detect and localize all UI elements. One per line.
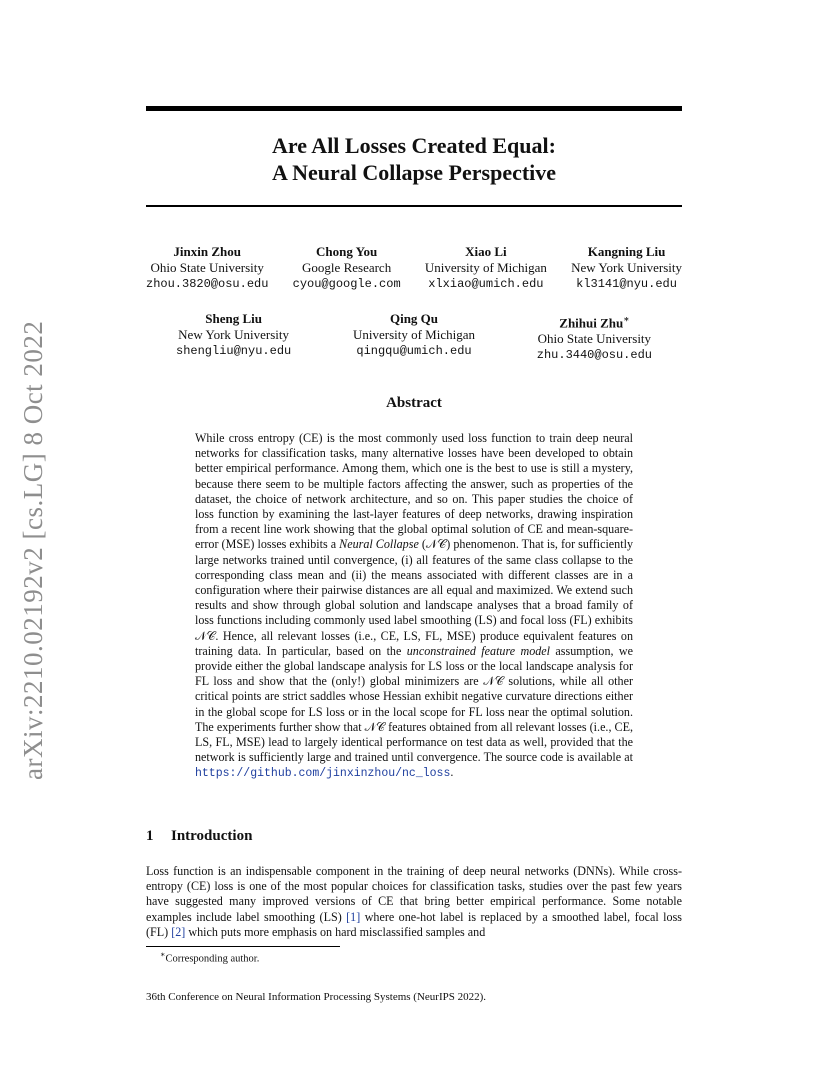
author-block <box>571 244 682 292</box>
venue-footer: 36th Conference on Neural Information Processing Systems (NeurIPS 2022). <box>146 991 487 1003</box>
paper-title <box>146 132 682 186</box>
abstract-text: (𝒩𝒞) phenomenon. That is, for sufficiently large networks trained until convergence, (i) all features of the same class collapse to the corresponding class mean and (ii) the means associated with different classes are in a configuration where their pairwise distances are all equal and maximized. We extend such results and show through global solution and landscape analyses that a broad family of loss functions including commonly used label smoothing (LS) and focal loss (FL) exhibits 𝒩𝒞. Hence, all relevant losses (i.e., CE, LS, FL, MSE) produce equivalent features on training data. In particular, based on the <box>195 537 633 658</box>
abstract-text: While cross entropy (CE) is the most commonly used loss function to train deep neural networks for classification tasks, many alternative losses have been developed to obtain better empirical performance. Among them, which one is the best to use is still a mystery, because there seem to be multiple factors affecting the answer, such as properties of the dataset, the choice of network architecture, and so on. This paper studies the choice of loss function by examining the last-layer features of deep networks, drawing inspiration from a recent line work showing that the global optimal solution of CE and mean-square-error (MSE) losses exhibits a <box>195 431 633 552</box>
author-block <box>353 311 475 363</box>
author-email[interactable]: zhu.3440@osu.edu <box>536 348 652 363</box>
section-title: Introduction <box>171 828 253 844</box>
footnote-text: Corresponding author. <box>165 953 260 965</box>
intro-paragraph <box>146 864 682 940</box>
author-email[interactable]: shengliu@nyu.edu <box>176 344 292 358</box>
author-block <box>176 311 291 363</box>
author-block <box>146 244 268 292</box>
author-affiliation: Ohio State University <box>537 331 652 347</box>
title-line-1: Are All Losses Created Equal: <box>272 133 556 158</box>
author-affiliation: New York University <box>178 327 290 342</box>
author-name-text: Zhihui Zhu <box>559 315 624 331</box>
authors-row-2 <box>146 311 682 363</box>
author-name: Chong You <box>315 244 378 259</box>
author-affiliation: University of Michigan <box>424 260 547 275</box>
corresponding-author-mark: ∗ <box>623 314 630 324</box>
arxiv-stamp: arXiv:2210.02192v2 [cs.LG] 8 Oct 2022 <box>18 320 48 780</box>
author-email[interactable]: kl3141@nyu.edu <box>576 277 677 291</box>
abstract-emphasis: Neural Collapse <box>339 537 419 552</box>
author-email[interactable]: cyou@google.com <box>292 277 401 291</box>
citation-link[interactable]: [2] <box>171 924 186 939</box>
abstract-body <box>195 431 633 782</box>
abstract-emphasis: unconstrained feature model <box>406 643 551 658</box>
abstract-heading: Abstract <box>386 395 442 411</box>
intro-text: Loss function is an indispensable component in the training of deep neural networks (DNNs). While cross-entropy (CE) loss is one of the most popular choices for classification tasks, studies over the past few years have suggested many improved versions of CE that bring better empirical performance. Some notable examples include label smoothing (LS) <box>146 864 682 924</box>
abstract-text: assumption, we provide either the global landscape analysis for LS loss or the local landscape analysis for FL loss and show that the (only!) global minimizers are 𝒩𝒞 solutions, while all other critical points are strict saddles whose Hessian exhibit negative curvature directions either in the global scope for LS loss or in the local scope for FL loss near the optimal solution. The experiments further show that 𝒩𝒞 features obtained from all relevant losses (i.e., CE, LS, FL, MSE) lead to largely identical performance on test data as well, provided that the network is sufficiently large and trained until convergence. The source code is available at <box>195 643 634 765</box>
title-line-2: A Neural Collapse Perspective <box>271 160 557 185</box>
author-email[interactable]: xlxiao@umich.edu <box>428 277 544 291</box>
author-block <box>537 311 652 363</box>
section-heading <box>146 828 252 845</box>
author-affiliation: Ohio State University <box>150 260 264 275</box>
author-name: Xiao Li <box>465 244 507 259</box>
author-name: Kangning Liu <box>587 244 666 259</box>
abstract-text: . <box>450 765 454 780</box>
authors-row-1 <box>146 244 682 292</box>
author-name: Qing Qu <box>389 311 439 326</box>
author-block <box>425 244 547 292</box>
footnote-mark: ∗ <box>160 950 166 959</box>
source-code-link[interactable]: https://github.com/jinxinzhou/nc_loss <box>195 767 451 781</box>
author-name: Sheng Liu <box>205 311 262 326</box>
author-name: Jinxin Zhou <box>173 244 241 259</box>
footnote <box>160 950 259 965</box>
author-affiliation: New York University <box>571 260 682 275</box>
author-affiliation: Google Research <box>302 260 392 275</box>
intro-text: where one-hot label is replaced by a smoothed label, focal loss (FL) <box>146 909 682 939</box>
footnote-rule <box>146 946 340 947</box>
title-top-rule <box>146 106 682 111</box>
section-number: 1 <box>146 828 154 844</box>
title-bottom-rule <box>146 205 682 207</box>
author-email[interactable]: zhou.3820@osu.edu <box>146 277 269 291</box>
author-block <box>293 244 401 292</box>
intro-text: which puts more emphasis on hard misclassified samples and <box>185 924 486 939</box>
citation-link[interactable]: [1] <box>346 909 361 924</box>
author-affiliation: University of Michigan <box>352 327 476 342</box>
author-name <box>537 311 652 331</box>
author-email[interactable]: qingqu@umich.edu <box>356 344 472 358</box>
